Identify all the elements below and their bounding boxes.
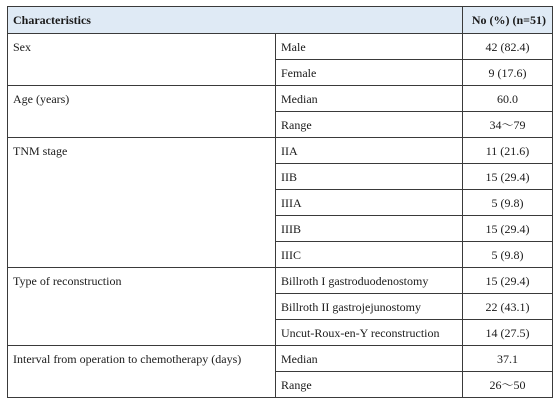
subcategory-cell: Range — [276, 372, 463, 398]
characteristic-label: TNM stage — [8, 138, 276, 268]
subcategory-cell: Median — [276, 86, 463, 112]
table-header-row — [8, 7, 553, 34]
value-cell: 37.1 — [463, 346, 553, 372]
subcategory-cell: IIIA — [276, 190, 463, 216]
value-cell: 11 (21.6) — [463, 138, 553, 164]
characteristics-table — [7, 6, 553, 398]
header-no-percent: No (%) (n=51) — [463, 7, 553, 34]
subcategory-cell: Median — [276, 346, 463, 372]
value-cell: 26～50 — [463, 372, 553, 398]
subcategory-cell: Uncut-Roux-en-Y reconstruction — [276, 320, 463, 346]
subcategory-cell: Billroth II gastrojejunostomy — [276, 294, 463, 320]
value-cell: 60.0 — [463, 86, 553, 112]
value-cell: 9 (17.6) — [463, 60, 553, 86]
subcategory-cell: Female — [276, 60, 463, 86]
value-cell: 15 (29.4) — [463, 216, 553, 242]
characteristic-label: Type of reconstruction — [8, 268, 276, 346]
value-cell: 42 (82.4) — [463, 34, 553, 60]
table-row — [8, 34, 553, 60]
table-container — [7, 6, 553, 398]
value-cell: 34～79 — [463, 112, 553, 138]
subcategory-cell: Male — [276, 34, 463, 60]
characteristic-label: Interval from operation to chemotherapy (days) — [8, 346, 276, 398]
subcategory-cell: IIIC — [276, 242, 463, 268]
subcategory-cell: IIB — [276, 164, 463, 190]
table-row — [8, 346, 553, 372]
header-characteristics: Characteristics — [8, 7, 463, 34]
value-cell: 14 (27.5) — [463, 320, 553, 346]
subcategory-cell: Range — [276, 112, 463, 138]
value-cell: 15 (29.4) — [463, 164, 553, 190]
subcategory-cell: IIA — [276, 138, 463, 164]
table-row — [8, 86, 553, 112]
table-row — [8, 268, 553, 294]
value-cell: 5 (9.8) — [463, 190, 553, 216]
value-cell: 22 (43.1) — [463, 294, 553, 320]
characteristic-label: Age (years) — [8, 86, 276, 138]
subcategory-cell: IIIB — [276, 216, 463, 242]
value-cell: 15 (29.4) — [463, 268, 553, 294]
subcategory-cell: Billroth I gastroduodenostomy — [276, 268, 463, 294]
characteristic-label: Sex — [8, 34, 276, 86]
table-row — [8, 138, 553, 164]
value-cell: 5 (9.8) — [463, 242, 553, 268]
